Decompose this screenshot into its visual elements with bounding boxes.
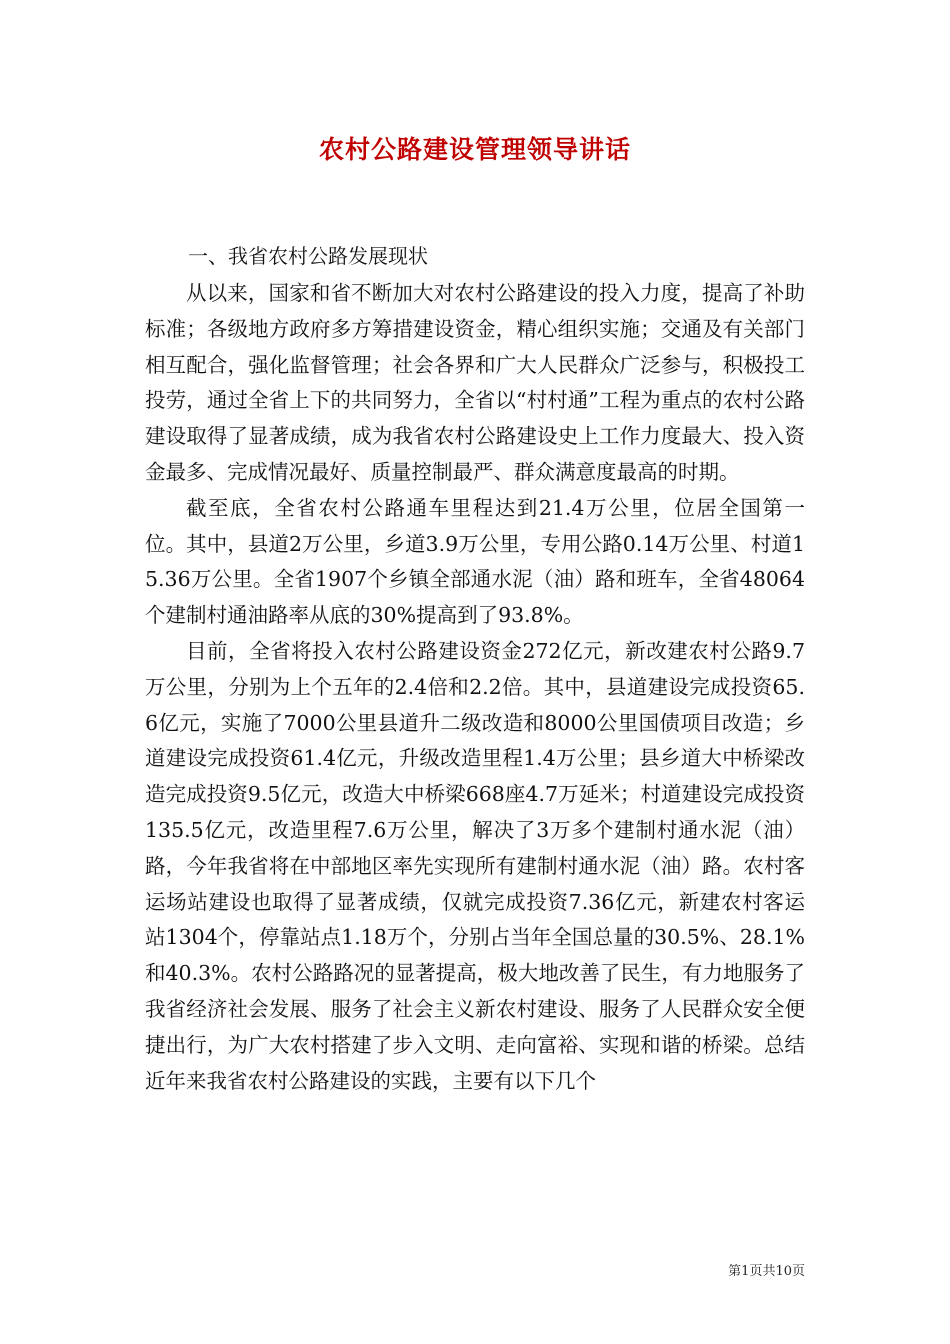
- paragraph-1: 从以来，国家和省不断加大对农村公路建设的投入力度，提高了补助标准；各级地方政府多方筹措建设资金，精心组织实施；交通及有关部门相互配合，强化监督管理；社会各界和广大人民群众广泛参与，积极投工投劳，通过全省上下的共同努力，全省以“村村通”工程为重点的农村公路建设取得了显著成绩，成为我省农村公路建设史上工作力度最大、投入资金最多、完成情况最好、质量控制最严、群众满意度最高的时期。: [145, 281, 805, 484]
- section-heading: 一、我省农村公路发展现状: [188, 244, 428, 268]
- page-number-footer: 第1页共10页: [728, 1264, 805, 1279]
- document-title: 农村公路建设管理领导讲话: [318, 135, 631, 164]
- paragraph-3: 目前，全省将投入农村公路建设资金272亿元，新改建农村公路9.7万公里，分别为上个五年的2.4倍和2.2倍。其中，县道建设完成投资65.6亿元，实施了7000公里县道升二级改造和8000公里国债项目改造；乡道建设完成投资61.4亿元，升级改造里程1.4万公里；县乡道大中桥梁改造完成投资9.5亿元，改造大中桥梁668座4.7万延米；村道建设完成投资135.5亿元，改造里程7.6万公里，解决了3万多个建制村通水泥（油）路，今年我省将在中部地区率先实现所有建制村通水泥（油）路。农村客运场站建设也取得了显著成绩，仅就完成投资7.36亿元，新建农村客运站1304个，停靠站点1.18万个，分别占当年全国总量的30.5%、28.1%和40.3%。农村公路路况的显著提高，极大地改善了民生，有力地服务了我省经济社会发展、服务了社会主义新农村建设、服务了人民群众安全便捷出行，为广大农村搭建了步入文明、走向富裕、实现和谐的桥梁。总结近年来我省农村公路建设的实践，主要有以下几个: [145, 638, 805, 1093]
- paragraph-2: 截至底，全省农村公路通车里程达到21.4万公里，位居全国第一位。其中，县道2万公里，乡道3.9万公里，专用公路0.14万公里、村道15.36万公里。全省1907个乡镇全部通水泥（油）路和班车，全省48064个建制村通油路率从底的30%提高到了93.8%。: [145, 495, 805, 628]
- body-text: [145, 276, 805, 1099]
